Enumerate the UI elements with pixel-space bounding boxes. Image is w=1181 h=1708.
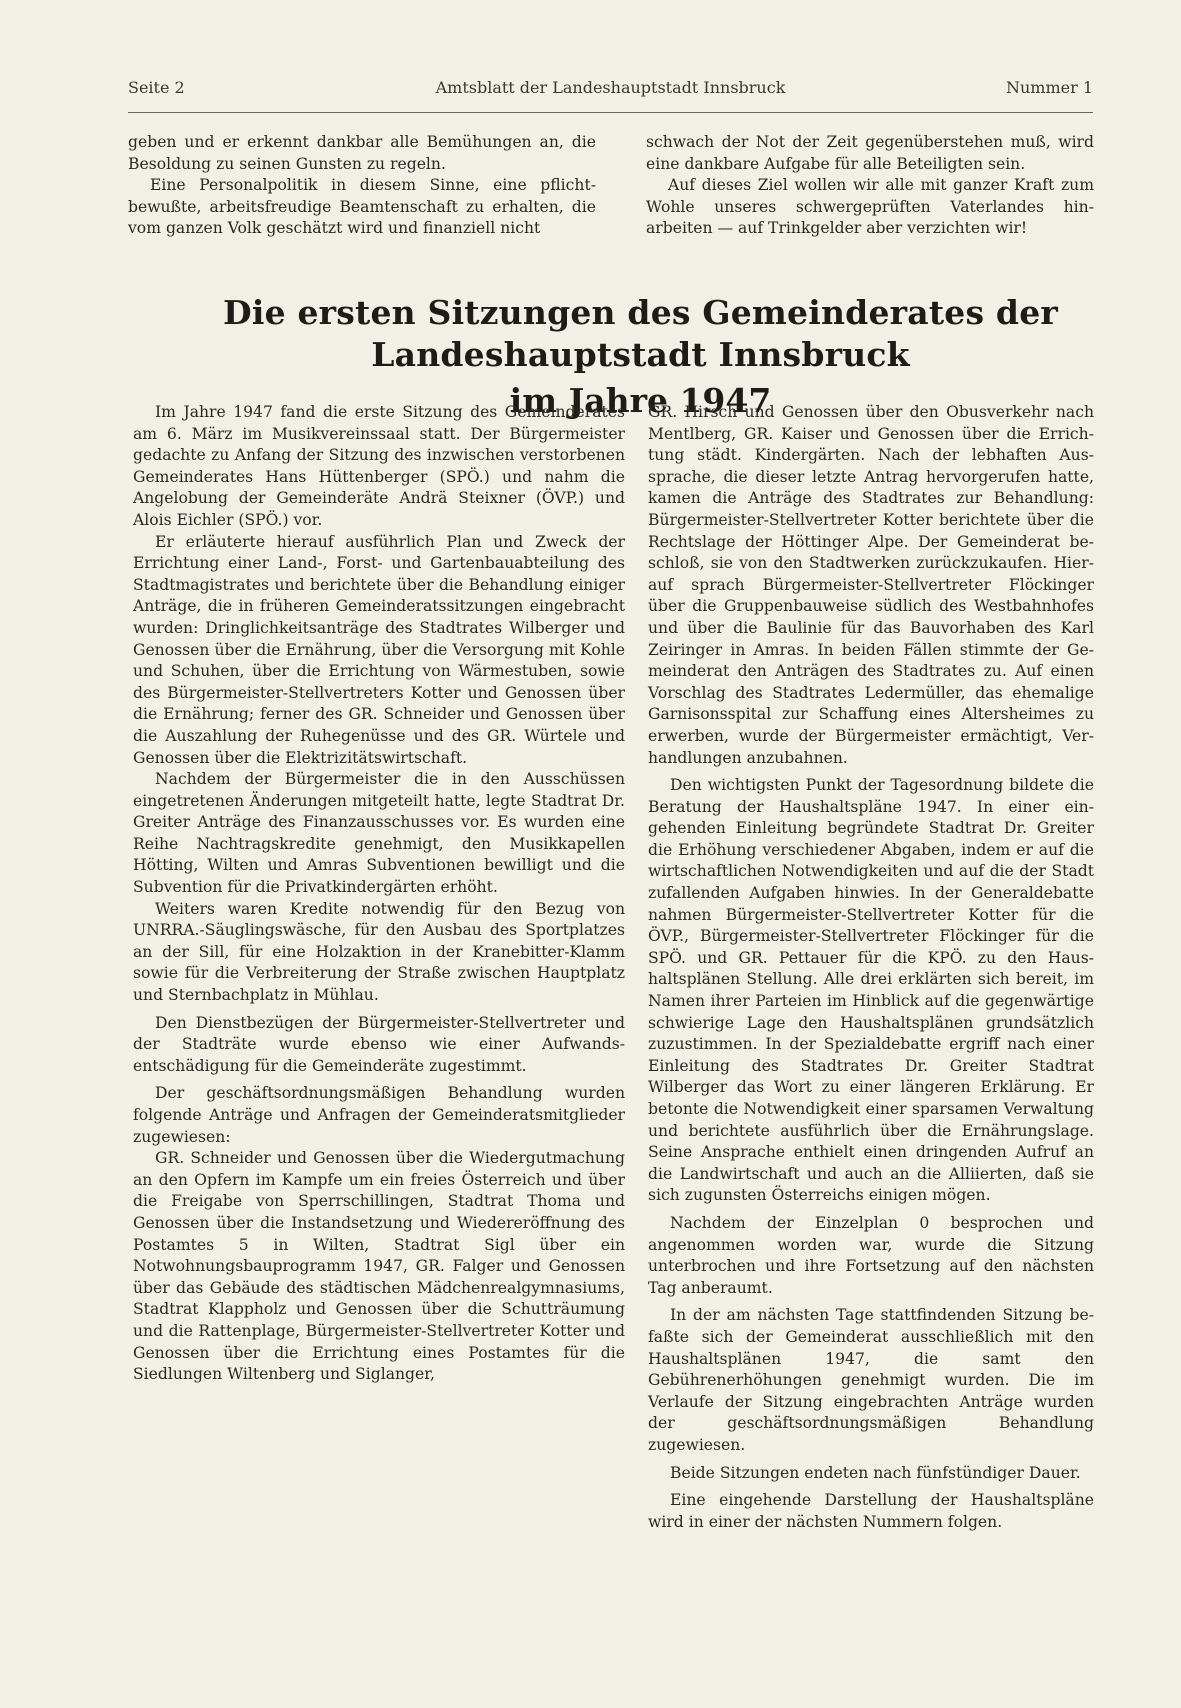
article-left-column [133,402,625,1386]
paragraph: Er erläuterte hierauf ausführlich Plan und Zweck der Errichtung einer Land-, Forst- und Gartenbauabteilung des Stadtmagistrates und berichtete über die Behandlung einiger Anträge, die in früheren Gemeinderatssitzungen eingebracht wurden: Dringlichkeitsanträge des Stadtrates Wilberger und Genossen über die Ernährung, über die Versorgung mit Kohle und Schuhen, über die Errichtung von Wärmestuben, sowie des Bürgermeister-Stellvertreters Kotter und Genossen über die Ernährung; ferner des GR. Schneider und Genossen über die Auszahlung der Ruhegenüsse und des GR. Würtele und Genossen über die Elektrizitätswirtschaft. [133,532,625,767]
top-right-column [646,132,1094,240]
paragraph: GR. Hirsch und Genossen über den Obusverkehr nach Mentlberg, GR. Kaiser und Genossen über die Errichtung städt. Kindergärten. Nach der lebhaften Aussprache, die dieser letzte Antrag hervorgerufen hatte, kamen die Anträge des Stadtrates zur Behandlung: Bürgermeister-Stellvertreter Kotter berichtete über die Rechtslage der Höttinger Alpe. Der Gemeinderat beschloß, sie von den Stadtwerken zurückzukaufen. Hierauf sprach Bürgermeister-Stellvertreter Flöckinger über die Gruppenbauweise südlich des Westbahnhofes und über die Baulinie für das Bauvorhaben des Karl Zeiringer in Amras. In beiden Fällen stimmte der Gemeinderat den Anträgen des Stadtrates zu. Auf einen Vorschlag des Stadtrates Ledermüller, das ehemalige Garnisonsspital zur Schaffung eines Altersheimes zu erwerben, wurde der Bürgermeister ermächtigt, Verhandlungen anzubahnen. [648,403,1094,767]
paragraph: Auf dieses Ziel wollen wir alle mit ganzer Kraft zum Wohle unseres schwergeprüften Vaterlandes hinarbeiten — auf Trinkgelder aber verzichten wir! [646,176,1094,238]
paragraph: Im Jahre 1947 fand die erste Sitzung des Gemeinderates am 6. März im Musikvereinssaal statt. Der Bürgermeister gedachte zu Anfang der Sitzung des inzwischen verstorbenen Gemeinderates Hans Hüttenberger (SPÖ.) und nahm die Angelobung der Gemeinderäte Andrä Steixner (ÖVP.) und Alois Eichler (SPÖ.) vor. [133,403,625,529]
paragraph: Nachdem der Bürgermeister die in den Ausschüssen eingetretenen Änderungen mitgeteilt hatte, legte Stadtrat Dr. Greiter Anträge des Finanzausschusses vor. Es wurden eine Reihe Nachtragskredite genehmigt, den Musikkapellen Hötting, Wilten und Amras Subventionen bewilligt und die Subvention für die Privatkindergärten erhöht. [133,770,625,897]
paragraph: Beide Sitzungen endeten nach fünfstündiger Dauer. [670,1463,1081,1482]
paragraph: Den Dienstbezügen der Bürgermeister-Stellvertreter und der Stadträte wurde ebenso wie einer Aufwandsentschädigung für die Gemeinderäte zugestimmt. [133,1013,625,1075]
top-left-column [128,132,596,240]
running-header [128,78,1093,102]
headline-line-1: Die ersten Sitzungen des Gemeinderates der Landeshauptstadt Innsbruck [223,293,1058,374]
paragraph: geben und er erkennt dankbar alle Bemühungen an, die Besoldung zu seinen Gunsten zu regeln. [128,133,596,173]
paragraph: Der geschäftsordnungsmäßigen Behandlung wurden folgende Anträge und Anfragen der Gemeinderatsmitglieder zugewiesen: [133,1084,625,1146]
paragraph: Den wichtigsten Punkt der Tagesordnung bildete die Beratung der Haushaltspläne 1947. In einer eingehenden Einleitung begründete Stadtrat Dr. Greiter die Erhöhung verschiedener Abgaben, indem er auf die wirtschaftlichen Notwendigkeiten und auf die der Stadt zufallenden Aufgaben hinwies. In der Generaldebatte nahmen Bürgermeister-Stellvertreter Kotter für die ÖVP., Bürgermeister-Stellvertreter Flöckinger für die SPÖ. und GR. Pettauer für die KPÖ. zu den Haushaltsplänen Stellung. Alle drei erklärten sich bereit, im Namen ihrer Parteien im Hinblick auf die gegenwärtige schwierige Lage den Haushaltsplänen grundsätzlich zuzustimmen. In der Spezialdebatte ergriff nach einer Einleitung des Stadtrates Dr. Greiter Stadtrat Wilberger das Wort zu einer längeren Erklärung. Er betonte die Notwendigkeit einer sparsamen Verwaltung und berichtete ausführlich über die Ernährungslage. Seine Ansprache enthielt einen dringenden Aufruf an die Landwirtschaft und auch an die Alliierten, daß sie sich zugunsten Österreichs einigen mögen. [648,776,1094,1205]
paragraph: In der am nächsten Tage stattfindenden Sitzung befaßte sich der Gemeinderat ausschließlich mit den Haushaltsplänen 1947, die samt den Gebührenerhöhungen genehmigt wurden. Die im Verlaufe der Sitzung eingebrachten Anträge wurden der geschäftsordnungsmäßigen Behandlung zugewiesen. [648,1306,1094,1454]
paragraph: Eine eingehende Darstellung der Haushaltspläne wird in einer der nächsten Nummern folgen. [648,1491,1094,1531]
page-number: Seite 2 [128,78,185,97]
paragraph: Weiters waren Kredite notwendig für den Bezug von UNRRA.-Säuglingswäsche, für den Ausbau des Sportplatzes an der Sill, für eine Holzaktion in der Kranebitter-Klamm sowie für die Verbreiterung der Straße zwischen Hauptplatz und Sternbachplatz in Mühlau. [133,899,625,1005]
header-rule [128,112,1093,113]
article-right-column [648,402,1094,1533]
publication-title: Amtsblatt der Landeshauptstadt Innsbruck [435,78,786,97]
paragraph: Eine Personalpolitik in diesem Sinne, eine pflichtbewußte, arbeitsfreudige Beamtenschaft zu erhalten, die vom ganzen Volk geschätzt wird und finanziell nicht [128,176,596,238]
issue-number: Nummer 1 [1005,78,1093,97]
headline-line-2: im Jahre 1947 [509,381,772,420]
paragraph: Nachdem der Einzelplan 0 besprochen und angenommen worden war, wurde die Sitzung unterbrochen und ihre Fortsetzung auf den nächsten Tag anberaumt. [648,1213,1094,1297]
paragraph: GR. Schneider und Genossen über die Wiedergutmachung an den Opfern im Kampfe um ein freies Österreich und über die Freigabe von Sperrschillingen, Stadtrat Thoma und Genossen über die Instandsetzung und Wiedereröffnung des Postamtes 5 in Wilten, Stadtrat Sigl über ein Notwohnungsbauprogramm 1947, GR. Falger und Genossen über das Gebäude des städtischen Mädchenrealgymnasiums, Stadtrat Klappholz und Genossen über die Schutträumung und die Rattenplage, Bürgermeister-Stellvertreter Kotter und Genossen über die Errichtung eines Postamtes für die Siedlungen Wiltenberg und Siglanger, [133,1149,625,1384]
paragraph: schwach der Not der Zeit gegenüberstehen muß, wird eine dankbare Aufgabe für alle Beteiligten sein. [646,133,1094,173]
